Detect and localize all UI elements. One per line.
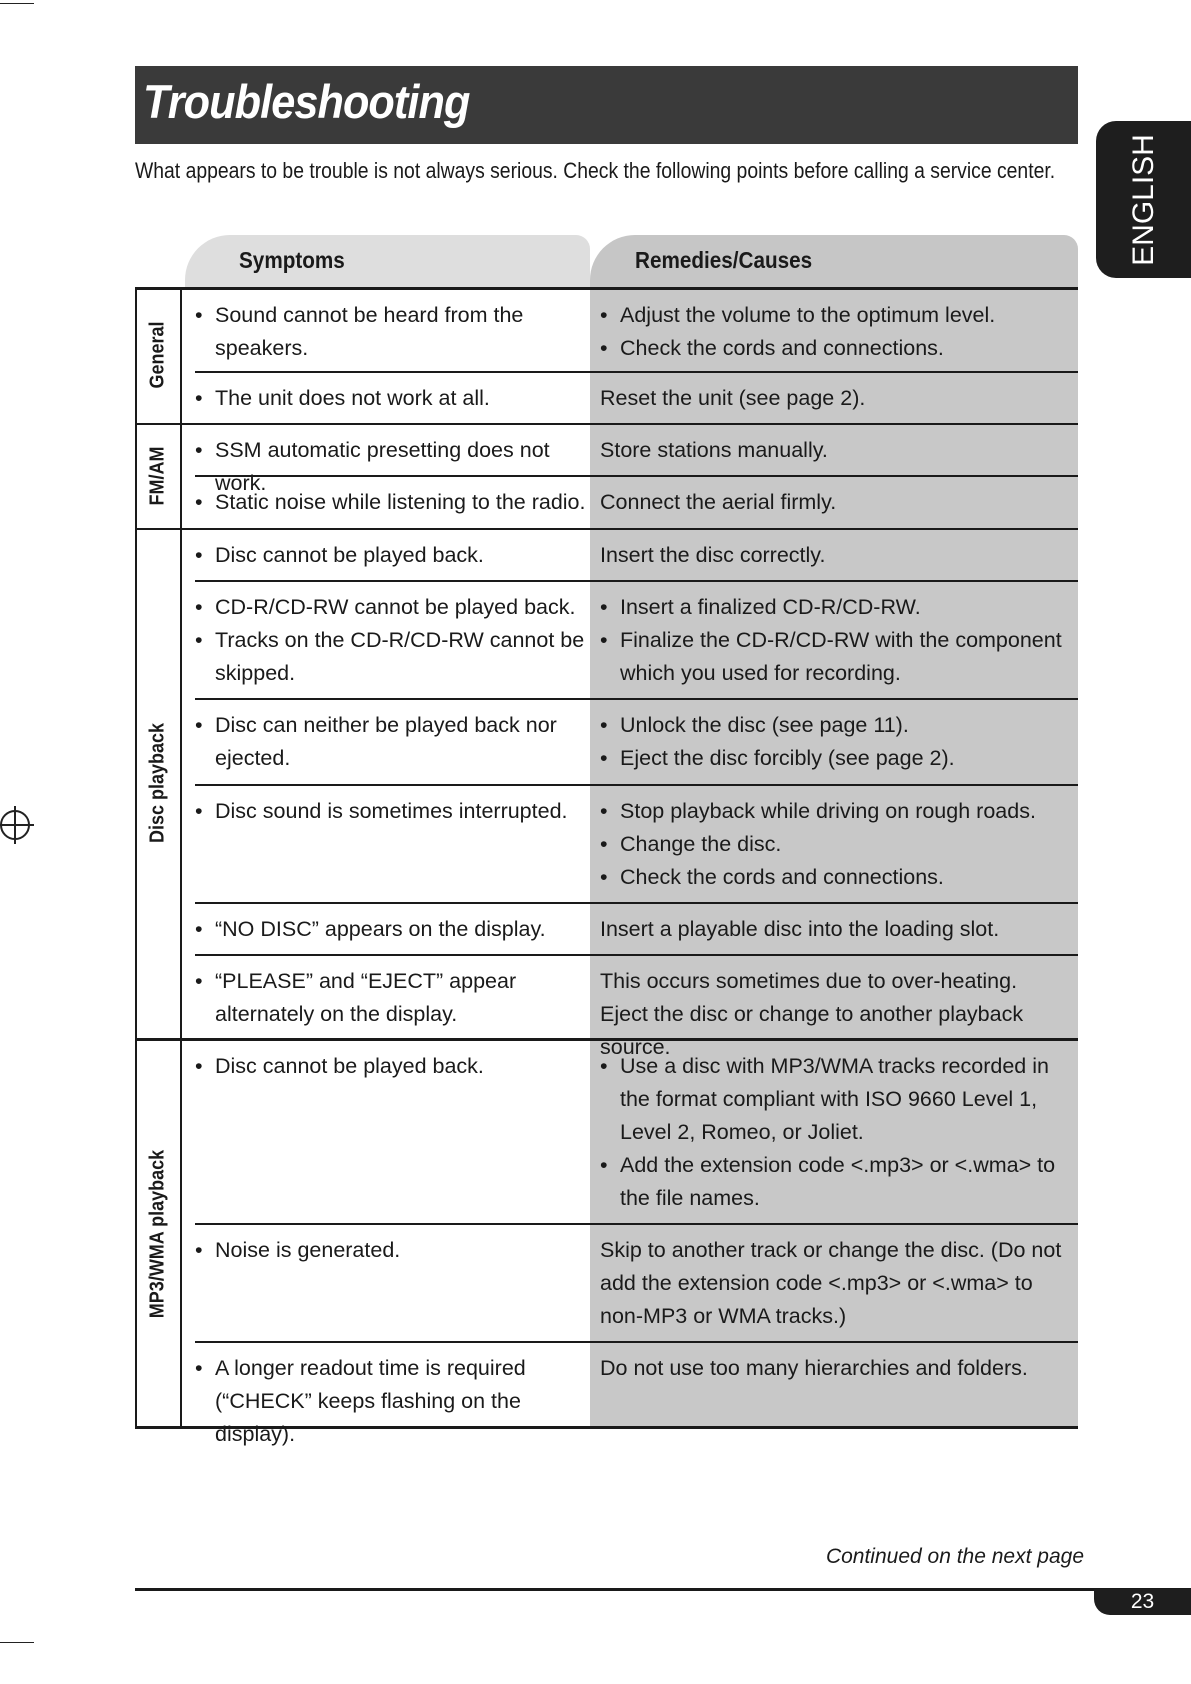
divider — [195, 371, 1078, 373]
remedy-item: • Change the disc. — [600, 828, 1070, 861]
remedy-text: Store stations manually. — [600, 438, 828, 462]
divider — [195, 698, 1078, 700]
language-label: ENGLISH — [1126, 133, 1160, 266]
registration-mark-icon — [0, 810, 30, 840]
symptom-item: • The unit does not work at all. — [195, 382, 587, 415]
crop-mark — [0, 1642, 34, 1643]
symptom-cell — [195, 795, 587, 828]
title-bar — [135, 66, 1078, 144]
category-label: MP3/WMA playback — [146, 1149, 168, 1318]
symptom-item: • Disc can neither be played back nor ejected. — [195, 709, 587, 775]
divider — [195, 902, 1078, 904]
footer-rule — [135, 1588, 1191, 1591]
remedy-item: • Stop playback while driving on rough roads. — [600, 795, 1070, 828]
symptom-item: • SSM automatic presetting does not work. — [195, 434, 587, 500]
remedy-text: Insert the disc correctly. — [600, 543, 826, 567]
symptom-cell — [195, 1050, 587, 1083]
symptom-cell — [195, 1352, 587, 1451]
divider — [135, 287, 137, 1429]
remedy-text: This occurs sometimes due to over-heating. Eject the disc or change to another playback source. — [600, 969, 1024, 1059]
remedy-cell — [600, 591, 1070, 690]
symptom-cell — [195, 382, 587, 415]
symptom-item: • Disc cannot be played back. — [195, 539, 587, 572]
remedy-text: Insert a playable disc into the loading slot. — [600, 917, 1000, 941]
remedy-item: • Finalize the CD-R/CD-RW with the component which you used for recording. — [600, 624, 1070, 690]
category-fm-am — [135, 423, 180, 528]
remedies-header-label: Remedies/Causes — [635, 247, 813, 273]
remedy-text: Connect the aerial firmly. — [600, 490, 837, 514]
symptom-item: • Sound cannot be heard from the speakers. — [195, 299, 587, 365]
symptom-item: • Static noise while listening to the radio. — [195, 486, 587, 519]
symptom-cell — [195, 965, 587, 1031]
category-label: Disc playback — [146, 722, 168, 844]
remedy-cell — [600, 1352, 1070, 1385]
remedy-item: • Add the extension code <.mp3> or <.wma> to the file names. — [600, 1149, 1070, 1215]
divider — [195, 954, 1078, 956]
remedy-cell — [600, 1050, 1070, 1215]
continued-note: Continued on the next page — [825, 1545, 1084, 1568]
remedy-item: • Eject the disc forcibly (see page 2). — [600, 742, 1070, 775]
divider — [135, 287, 1078, 290]
symptoms-header — [185, 235, 590, 287]
symptom-cell — [195, 591, 587, 690]
remedy-item: • Use a disc with MP3/WMA tracks recorded in the format compliant with ISO 9660 Level 1, Level 2, Romeo, or Joliet. — [600, 1050, 1070, 1149]
page-title: Troubleshooting — [143, 75, 470, 128]
remedy-cell — [600, 1234, 1070, 1333]
remedy-cell — [600, 913, 1070, 946]
symptom-item: • “NO DISC” appears on the display. — [195, 913, 587, 946]
category-label: General — [146, 321, 168, 389]
remedy-text: Do not use too many hierarchies and folders. — [600, 1356, 1028, 1380]
symptom-item: • A longer readout time is required (“CHECK” keeps flashing on the display). — [195, 1352, 587, 1451]
intro-text: What appears to be trouble is not always serious. Check the following points before calling a service center. — [135, 158, 1056, 183]
remedy-cell — [600, 434, 1070, 467]
remedy-cell — [600, 486, 1070, 519]
symptom-item: • CD-R/CD-RW cannot be played back. — [195, 591, 587, 624]
page-number: 23 — [1094, 1589, 1191, 1615]
divider — [195, 580, 1078, 582]
remedy-text: Skip to another track or change the disc. (Do not add the extension code <.mp3> or <.wma> to non-MP3 or WMA tracks.) — [600, 1238, 1062, 1328]
remedy-cell — [600, 539, 1070, 572]
symptom-cell — [195, 486, 587, 519]
symptom-cell — [195, 539, 587, 572]
remedy-cell — [600, 709, 1070, 775]
remedy-item: • Check the cords and connections. — [600, 861, 1070, 894]
remedy-item: • Unlock the disc (see page 11). — [600, 709, 1070, 742]
remedy-cell — [600, 795, 1070, 894]
symptom-item: • Disc sound is sometimes interrupted. — [195, 795, 587, 828]
symptom-item: • “PLEASE” and “EJECT” appear alternately on the display. — [195, 965, 587, 1031]
remedy-text: Reset the unit (see page 2). — [600, 386, 866, 410]
category-disc-playback — [135, 528, 180, 1038]
category-general — [135, 287, 180, 423]
divider — [195, 1223, 1078, 1225]
symptom-item: • Tracks on the CD-R/CD-RW cannot be skipped. — [195, 624, 587, 690]
symptom-cell — [195, 709, 587, 775]
troubleshooting-table — [135, 287, 1078, 1446]
symptom-cell — [195, 299, 587, 365]
divider — [135, 528, 1078, 530]
symptom-cell — [195, 1234, 587, 1267]
divider — [195, 1341, 1078, 1343]
symptom-item: • Noise is generated. — [195, 1234, 587, 1267]
category-label: FM/AM — [146, 446, 168, 505]
symptoms-header-label: Symptoms — [239, 247, 345, 273]
remedy-item: • Insert a finalized CD-R/CD-RW. — [600, 591, 1070, 624]
divider — [180, 287, 182, 1429]
crop-mark — [0, 3, 34, 4]
symptom-item: • Disc cannot be played back. — [195, 1050, 587, 1083]
remedy-cell — [600, 382, 1070, 415]
category-mp3-wma-playback — [135, 1038, 180, 1429]
remedies-header — [590, 235, 1078, 287]
symptom-cell — [195, 913, 587, 946]
divider — [135, 423, 1078, 425]
divider — [195, 784, 1078, 786]
remedy-item: • Adjust the volume to the optimum level. — [600, 299, 1070, 332]
remedy-cell — [600, 299, 1070, 365]
remedy-item: • Check the cords and connections. — [600, 332, 1070, 365]
language-tab — [1096, 121, 1191, 278]
